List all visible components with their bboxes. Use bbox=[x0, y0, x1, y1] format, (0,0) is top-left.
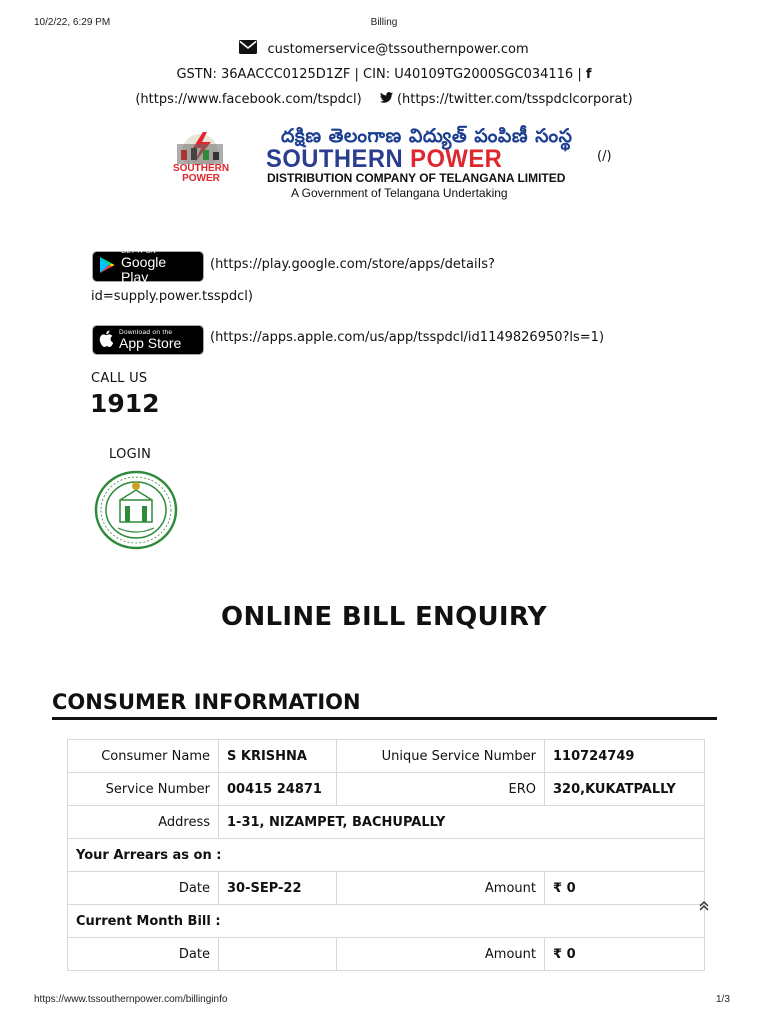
app-store-big: App Store bbox=[119, 335, 182, 351]
emblem-text-2: POWER bbox=[182, 173, 220, 184]
address-value: 1-31, NIZAMPET, BACHUPALLY bbox=[219, 806, 705, 839]
registration-row bbox=[0, 67, 768, 82]
current-date-label: Date bbox=[68, 938, 219, 971]
arrears-heading: Your Arrears as on : bbox=[68, 839, 705, 872]
print-url: https://www.tssouthernpower.com/billinginfo bbox=[34, 994, 228, 1005]
usn-label: Unique Service Number bbox=[337, 740, 545, 773]
facebook-link[interactable]: (https://www.facebook.com/tspdcl) bbox=[135, 92, 362, 107]
current-amount-value: ₹ 0 bbox=[545, 938, 705, 971]
email-row bbox=[0, 40, 768, 58]
emblem-text-1: SOUTHERN bbox=[172, 163, 230, 174]
facebook-icon[interactable]: f bbox=[585, 67, 592, 82]
google-play-url-line2[interactable]: id=supply.power.tsspdcl) bbox=[91, 289, 253, 304]
google-play-badge[interactable] bbox=[92, 248, 204, 285]
registration-text: GSTN: 36AACCC0125D1ZF | CIN: U40109TG2000SGC034116 | bbox=[176, 67, 582, 82]
table-row bbox=[68, 740, 705, 773]
consumer-info-title: CONSUMER INFORMATION bbox=[52, 690, 361, 714]
ero-value: 320,KUKATPALLY bbox=[545, 773, 705, 806]
play-triangle-icon bbox=[99, 256, 115, 278]
current-amount-label: Amount bbox=[337, 938, 545, 971]
logo-title bbox=[266, 145, 502, 174]
app-store-small: Download on the bbox=[119, 329, 173, 336]
current-bill-heading: Current Month Bill : bbox=[68, 905, 705, 938]
consumer-info-table bbox=[67, 739, 705, 971]
print-page-number: 1/3 bbox=[716, 994, 730, 1005]
logo-telugu-name: దక్షిణ తెలంగాణ విద్యుత్ పంపిణీ సంస్థ bbox=[281, 125, 573, 147]
google-play-url-line1[interactable]: (https://play.google.com/store/apps/details? bbox=[210, 257, 495, 272]
app-store-url[interactable]: (https://apps.apple.com/us/app/tsspdcl/id1149826950?ls=1) bbox=[210, 330, 605, 345]
section-divider bbox=[52, 717, 717, 720]
twitter-icon[interactable] bbox=[380, 92, 393, 107]
social-row bbox=[0, 92, 768, 107]
arrears-date-value: 30-SEP-22 bbox=[219, 872, 337, 905]
print-doc-title: Billing bbox=[370, 17, 398, 28]
ero-label: ERO bbox=[337, 773, 545, 806]
call-us-number[interactable]: 1912 bbox=[90, 389, 160, 418]
service-number-label: Service Number bbox=[68, 773, 219, 806]
logo-subtitle: DISTRIBUTION COMPANY OF TELANGANA LIMITED bbox=[267, 171, 566, 185]
table-row bbox=[68, 905, 705, 938]
table-row bbox=[68, 773, 705, 806]
apple-icon bbox=[99, 330, 113, 351]
address-label: Address bbox=[68, 806, 219, 839]
consumer-name-label: Consumer Name bbox=[68, 740, 219, 773]
app-store-badge[interactable] bbox=[92, 325, 204, 355]
login-link[interactable]: LOGIN bbox=[109, 447, 152, 462]
table-row bbox=[68, 938, 705, 971]
page-title: ONLINE BILL ENQUIRY bbox=[221, 602, 547, 632]
home-link[interactable]: (/) bbox=[597, 149, 612, 164]
service-number-value: 00415 24871 bbox=[219, 773, 337, 806]
google-play-big: Google Play bbox=[121, 254, 167, 285]
logo-tagline: A Government of Telangana Undertaking bbox=[291, 186, 508, 200]
usn-value: 110724749 bbox=[545, 740, 705, 773]
twitter-link[interactable]: (https://twitter.com/tsspdclcorporat) bbox=[396, 92, 633, 107]
logo-title-first: SOUTHERN bbox=[266, 145, 404, 173]
google-play-small: GET IT ON bbox=[121, 248, 156, 255]
emblem-label bbox=[170, 164, 232, 184]
arrears-amount-value: ₹ 0 bbox=[545, 872, 705, 905]
envelope-icon bbox=[239, 40, 257, 58]
consumer-name-value: S KRISHNA bbox=[219, 740, 337, 773]
call-us-label: CALL US bbox=[91, 371, 148, 386]
print-datetime: 10/2/22, 6:29 PM bbox=[34, 17, 111, 28]
table-row bbox=[68, 839, 705, 872]
logo-title-second: POWER bbox=[410, 145, 503, 173]
arrears-date-label: Date bbox=[68, 872, 219, 905]
email-link[interactable]: customerservice@tssouthernpower.com bbox=[267, 41, 529, 57]
current-date-value bbox=[219, 938, 337, 971]
table-row bbox=[68, 806, 705, 839]
telangana-seal-icon[interactable] bbox=[94, 470, 178, 550]
arrears-amount-label: Amount bbox=[337, 872, 545, 905]
scroll-top-icon[interactable] bbox=[698, 900, 710, 915]
table-row bbox=[68, 872, 705, 905]
